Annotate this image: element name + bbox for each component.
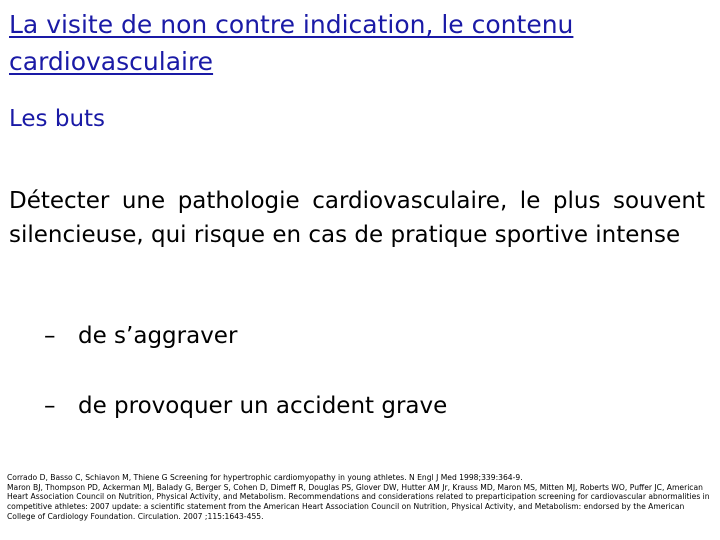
- bullet-item: [44, 321, 237, 351]
- slide-title: La visite de non contre indication, le contenu cardiovasculaire: [9, 10, 574, 76]
- bullet-item: [44, 391, 447, 421]
- bullet-dash: –: [44, 393, 56, 419]
- slide-subtitle: Les buts: [9, 106, 106, 132]
- reference-item: Corrado D, Basso C, Schiavon M, Thiene G Screening for hypertrophic cardiomyopathy in young athletes. N Engl J Med 1998;339:364-9.: [7, 473, 523, 482]
- bullet-text: de provoquer un accident grave: [78, 393, 448, 419]
- references: [7, 473, 713, 522]
- bullet-text: de s’aggraver: [78, 323, 238, 349]
- reference-item: Maron BJ, Thompson PD, Ackerman MJ, Balady G, Berger S, Cohen D, Dimeff R, Douglas PS, Glover DW, Hutter AM Jr, Krauss MD, Maron MS, Mitten MJ, Roberts WO, Puffer JC, American Heart Association Council on Nutrition, Physical Activity, and Metabolism. Recommendations and considerations related to preparticipation screening for cardiovascular abnormalities in competitive athletes: 2007 update: a scientific statement from the American Heart Association Council on Nutrition, Physical Activity, and Metabolism: endorsed by the American College of Cardiology Foundation. Circulation. 2007 ;115:1643-455.: [7, 482, 710, 521]
- body-paragraph: Détecter une pathologie cardiovasculaire, le plus souvent silencieuse, qui risque en cas de pratique sportive intense: [9, 188, 705, 248]
- bullet-dash: –: [44, 323, 56, 349]
